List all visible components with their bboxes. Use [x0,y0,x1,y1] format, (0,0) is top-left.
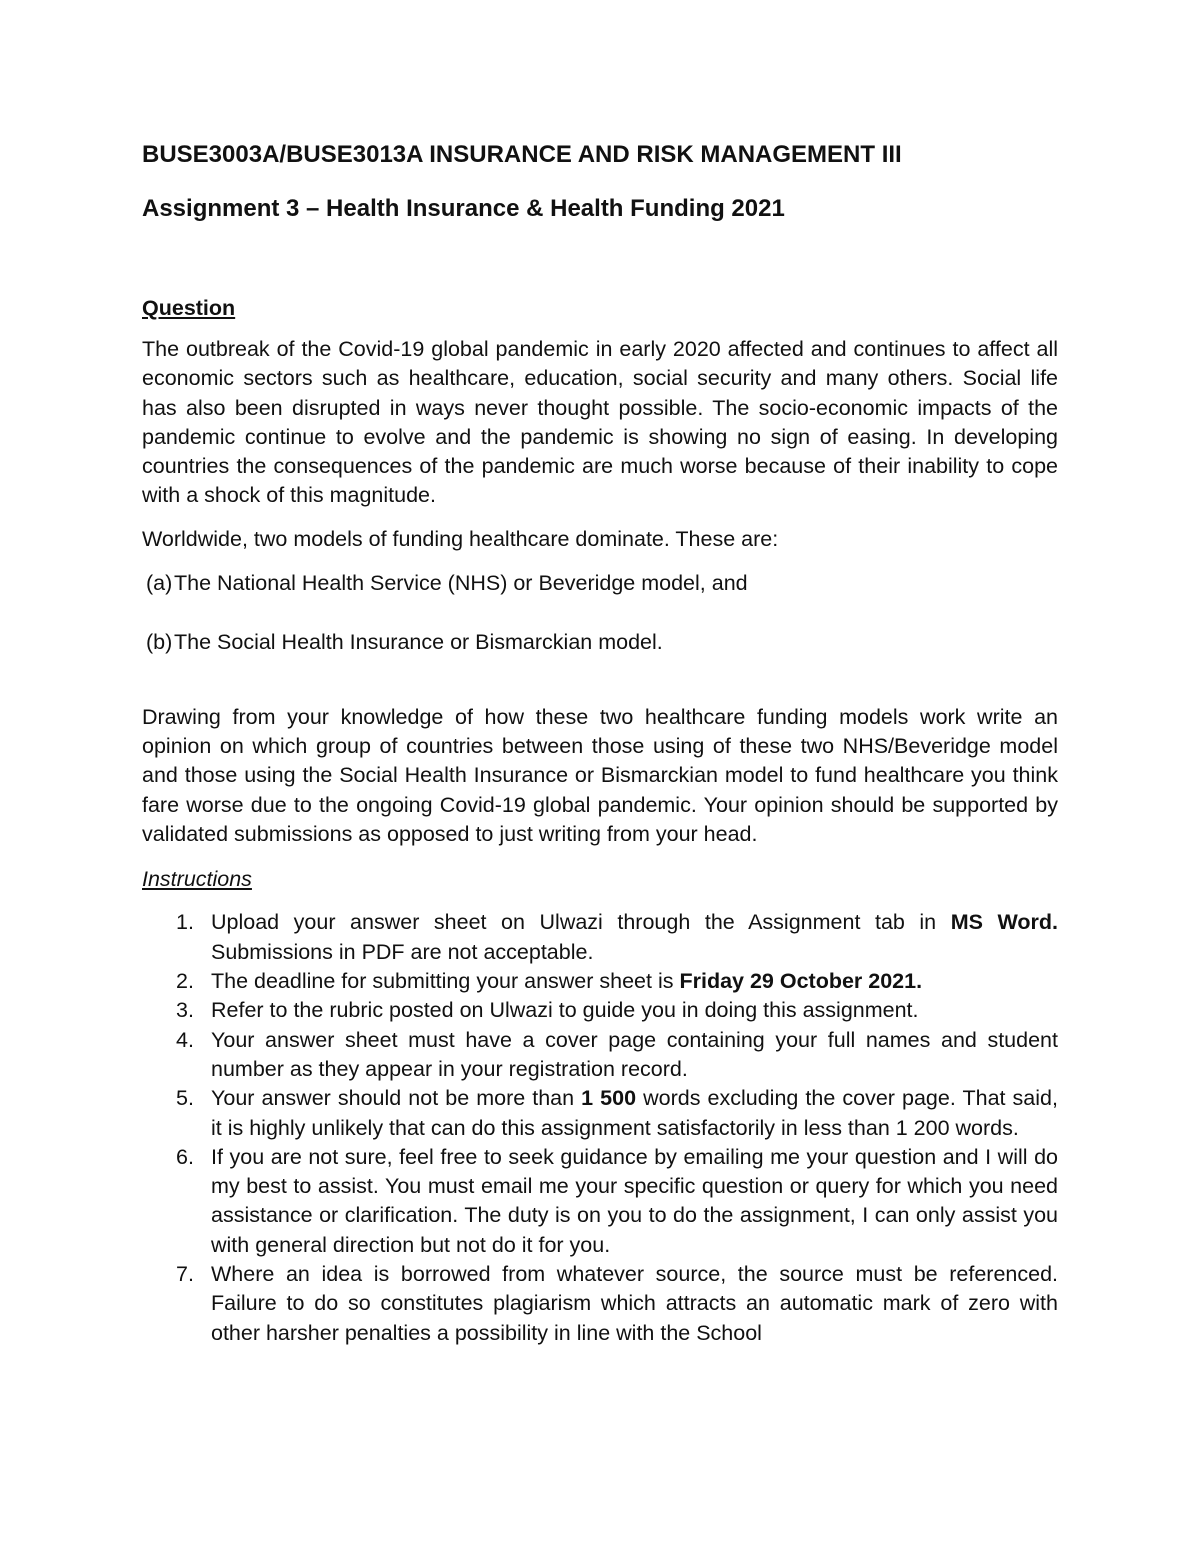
document-subtitle: Assignment 3 – Health Insurance & Health Funding 2021 [142,195,785,222]
list-text [211,1084,1058,1143]
model-item-a [142,569,1058,598]
list-item [142,1260,1058,1348]
list-text [211,1026,1058,1085]
text-run: words excluding the cover page. That said, it is highly unlikely that can do this assignment satisfactorily in less than 1 200 words. [211,1086,1058,1140]
list-text [211,967,1058,996]
instructions-heading: Instructions [142,867,252,892]
text-run: Your answer should not be more than [211,1086,582,1111]
list-text [211,1143,1058,1260]
list-number: 3. [176,998,194,1023]
list-number: 4. [176,1027,194,1052]
question-heading: Question [142,296,236,320]
list-number: 5. [176,1086,194,1111]
model-item-b [142,628,1058,657]
text-run: Refer to the rubric posted on Ulwazi to guide you in doing this assignment. [211,998,919,1023]
text-run: Submissions in PDF are not acceptable. [211,939,594,964]
list-text [211,1260,1058,1348]
list-item [142,967,1058,996]
text-run: Where an idea is borrowed from whatever source, the source must be referenced. Failure to do so constitutes plagiarism which attracts an automatic mark of zero with other harsher penalties a possibility in line with the School [211,1262,1058,1345]
list-item [142,908,1058,967]
model-marker: (a) [146,571,173,596]
bold-run: Friday 29 October 2021. [679,969,923,994]
list-number: 2. [176,969,194,994]
text-run: If you are not sure, feel free to seek guidance by emailing me your question and I will do my best to assist. You must email me your specific question or query for which you need assistance or clarification. The duty is on you to do the assignment, I can only assist you with general direction but not do it for you. [211,1144,1058,1257]
list-number: 6. [176,1144,194,1169]
intro-paragraph: The outbreak of the Covid-19 global pandemic in early 2020 affected and continues to affect all economic sectors such as healthcare, education, social security and many others. Social life has also been disrupted in ways never thought possible. The socio-economic impacts of the pandemic continue to evolve and the pandemic is showing no sign of easing. In developing countries the consequences of the pandemic are much worse because of their inability to cope with a shock of this magnitude. [142,337,1058,508]
document-page [142,140,1058,1348]
list-text [211,996,1058,1025]
model-marker: (b) [146,630,173,655]
instructions-list [142,908,1058,1347]
list-item [142,1143,1058,1260]
models-lead-in: Worldwide, two models of funding healthcare dominate. These are: [142,526,779,551]
list-item [142,996,1058,1025]
model-text: The National Health Service (NHS) or Beveridge model, and [174,571,748,596]
text-run: Your answer sheet must have a cover page containing your full names and student number as they appear in your registration record. [211,1027,1058,1081]
bold-run: MS Word. [950,910,1058,935]
list-item [142,1026,1058,1085]
list-text [211,908,1058,967]
bold-run: 1 500 [581,1086,637,1111]
text-run: The deadline for submitting your answer sheet is [211,969,680,994]
task-paragraph: Drawing from your knowledge of how these two healthcare funding models work write an opinion on which group of countries between those using of these two NHS/Beveridge model and those using the Social Health Insurance or Bismarckian model to fund healthcare you think fare worse due to the ongoing Covid-19 global pandemic. Your opinion should be supported by validated submissions as opposed to just writing from your head. [142,704,1058,846]
list-number: 1. [176,910,194,935]
model-text: The Social Health Insurance or Bismarckian model. [174,630,663,655]
text-run: Upload your answer sheet on Ulwazi through the Assignment tab in [211,910,951,935]
list-number: 7. [176,1262,194,1287]
document-title: BUSE3003A/BUSE3013A INSURANCE AND RISK MANAGEMENT III [142,141,902,168]
list-item [142,1084,1058,1143]
